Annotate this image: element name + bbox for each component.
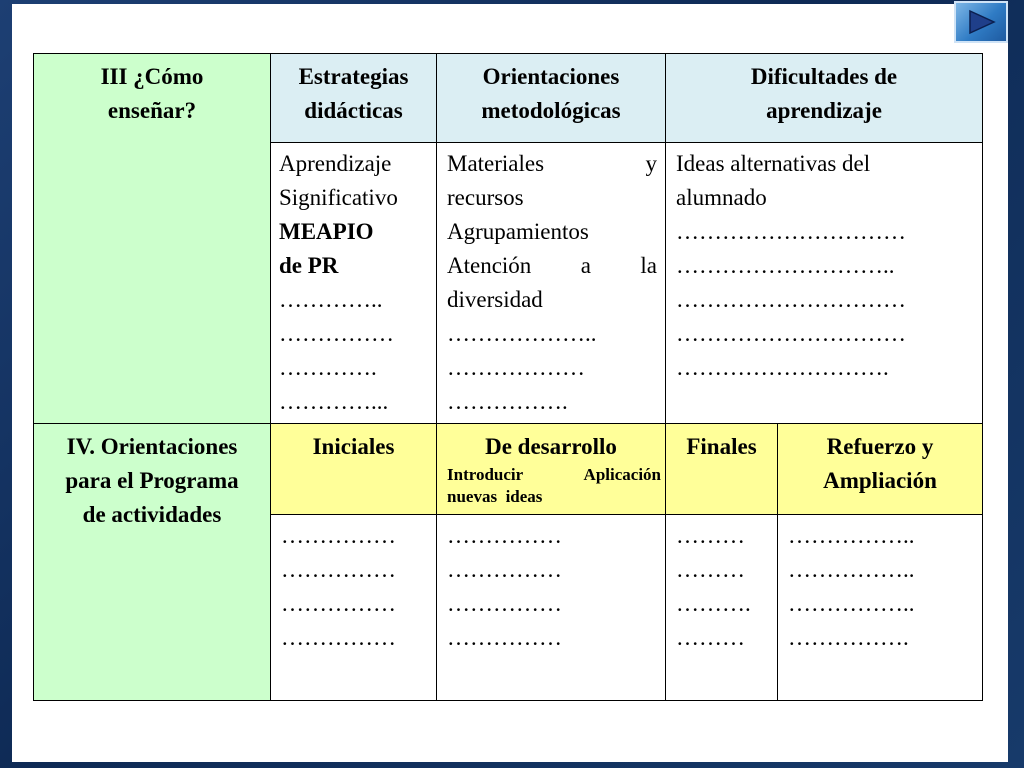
header-line: Orientaciones: [482, 64, 620, 89]
next-slide-button[interactable]: [954, 1, 1008, 43]
content-line: ……………: [447, 591, 562, 616]
content-line: [447, 147, 657, 181]
section3-label: [34, 54, 271, 424]
content-line: recursos: [447, 185, 524, 210]
content-line: ………………..: [447, 321, 597, 346]
content-line: …………….: [788, 625, 909, 650]
planning-table: [33, 53, 983, 701]
content-line: Aprendizaje: [279, 151, 392, 176]
content-line: diversidad: [447, 287, 543, 312]
estrategias-content: [271, 143, 437, 424]
header-line: metodológicas: [481, 98, 621, 123]
content-line: ……………: [279, 321, 394, 346]
desarrollo-content: [437, 515, 666, 701]
content-line: …………………………: [676, 321, 906, 346]
section4-label-line: IV. Orientaciones: [66, 434, 238, 459]
finales-content: [666, 515, 778, 701]
content-word: Atención: [447, 253, 532, 278]
content-line: alumnado: [676, 185, 767, 210]
content-line: ……………: [281, 625, 396, 650]
section4-label-line: para el Programa: [65, 468, 239, 493]
content-line: ……………: [281, 557, 396, 582]
content-line: Agrupamientos: [447, 219, 589, 244]
content-word: la: [640, 253, 657, 278]
content-word: y: [645, 151, 657, 176]
header-line: Refuerzo y: [826, 434, 934, 459]
subtitle-word: nuevas ideas: [447, 487, 543, 506]
content-line: …………...: [279, 389, 389, 414]
content-line: MEAPIO: [279, 219, 374, 244]
header-dificultades: [666, 54, 983, 143]
content-line: …………………………: [676, 287, 906, 312]
header-line: Iniciales: [312, 434, 395, 459]
content-line: [447, 249, 657, 283]
content-line: ……………..: [788, 523, 915, 548]
section4-label-line: de actividades: [82, 502, 222, 527]
content-line: ……………..: [788, 591, 915, 616]
content-line: ………………: [447, 355, 585, 380]
section4-label: [34, 424, 271, 701]
header-line: aprendizaje: [766, 98, 882, 123]
header-line: Ampliación: [823, 468, 937, 493]
section3-label-line: III ¿Cómo: [100, 64, 204, 89]
content-line: ……………: [281, 523, 396, 548]
content-line: Significativo: [279, 185, 398, 210]
content-line: ……………: [447, 625, 562, 650]
content-line: ……………………….: [676, 355, 889, 380]
content-line: ………: [676, 523, 745, 548]
content-line: ……….: [676, 591, 751, 616]
header-finales: [666, 424, 778, 515]
content-word: Materiales: [447, 151, 545, 176]
content-line: …………………………: [676, 219, 906, 244]
dificultades-content: [666, 143, 983, 424]
content-line: ……………: [447, 523, 562, 548]
iniciales-content: [271, 515, 437, 701]
content-line: ………: [676, 625, 745, 650]
header-line: Estrategias: [298, 64, 409, 89]
play-next-icon: [964, 9, 998, 35]
subtitle-word: Introducir: [447, 465, 524, 484]
content-line: …………..: [279, 287, 383, 312]
header-line: De desarrollo: [485, 434, 617, 459]
content-line: ………: [676, 557, 745, 582]
header-line: Finales: [686, 434, 757, 459]
content-line: de PR: [279, 253, 339, 278]
section3-label-line: enseñar?: [107, 98, 197, 123]
header-orientaciones: [437, 54, 666, 143]
content-line: Ideas alternativas del: [676, 151, 871, 176]
header-refuerzo: [778, 424, 983, 515]
header-estrategias: [271, 54, 437, 143]
content-line: ………….: [279, 355, 377, 380]
refuerzo-content: [778, 515, 983, 701]
header-desarrollo: [437, 424, 666, 515]
content-word: a: [580, 253, 591, 278]
subtitle-word: Aplicación: [583, 465, 661, 484]
content-line: ………………………..: [676, 253, 895, 278]
orientaciones-content: [437, 143, 666, 424]
header-line: didácticas: [304, 98, 403, 123]
content-line: ……………: [447, 557, 562, 582]
header-iniciales: [271, 424, 437, 515]
content-line: ……………: [281, 591, 396, 616]
desarrollo-subtitle: [437, 464, 665, 508]
content-line: ……………..: [788, 557, 915, 582]
content-line: …………….: [447, 389, 568, 414]
header-line: Dificultades de: [750, 64, 898, 89]
